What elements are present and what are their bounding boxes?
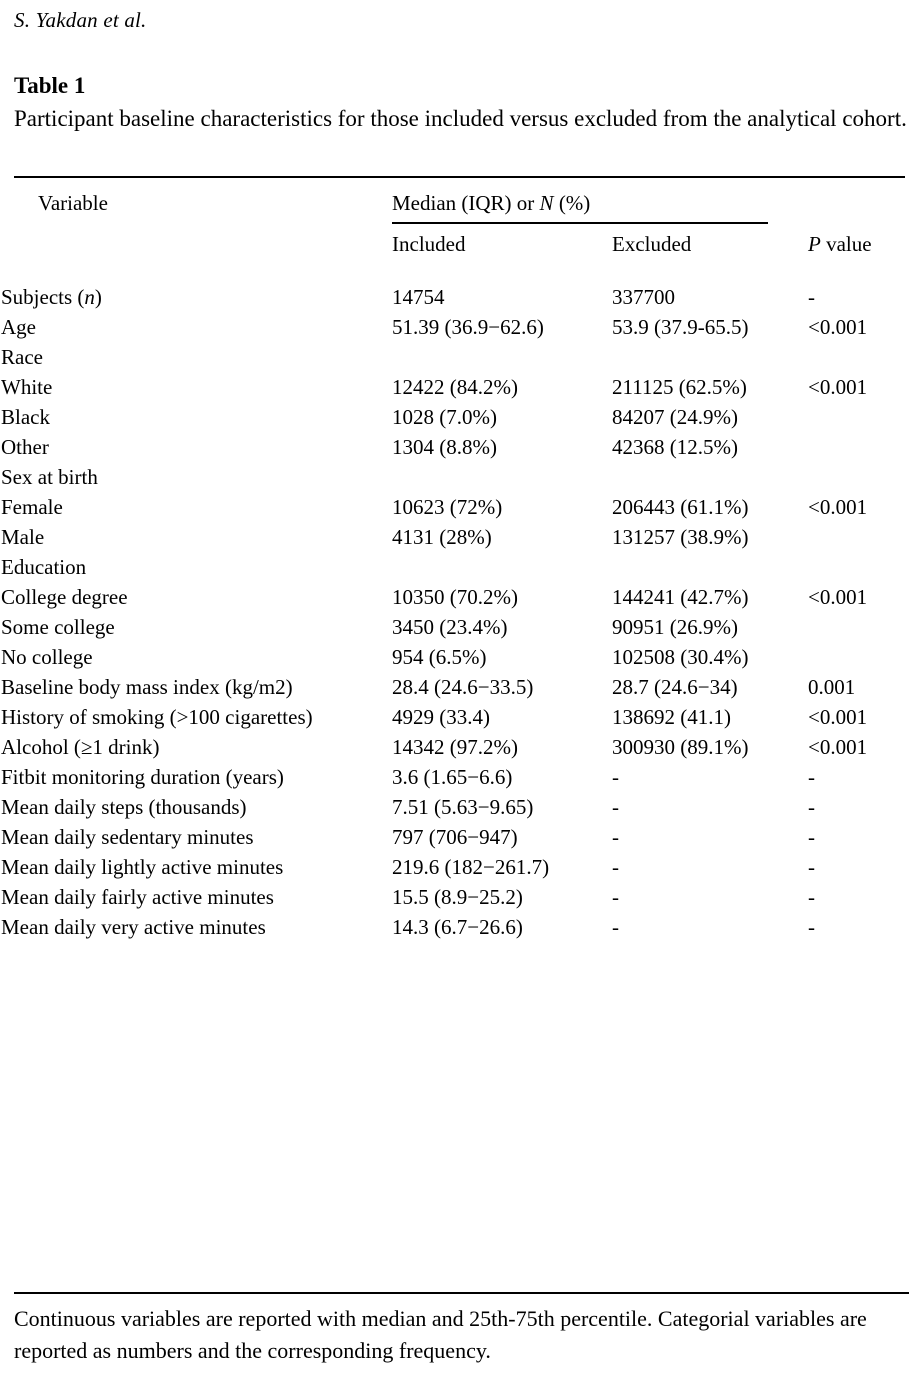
row-variable: College degree [1,585,128,609]
row-variable: Sex at birth [1,465,98,489]
table-row [14,312,905,342]
table-caption-block [14,72,909,135]
row-p-value: <0.001 [808,495,868,519]
row-excluded: 53.9 (37.9-65.5) [612,315,749,339]
row-included [392,462,612,492]
row-variable-italic: n [84,285,95,309]
table-row [14,732,905,762]
table-row [14,402,905,432]
header-excluded: Excluded [612,232,692,256]
table-row [14,372,905,402]
row-excluded: 131257 (38.9%) [612,525,749,549]
row-included [392,552,612,582]
row-excluded: 28.7 (24.6−34) [612,675,738,699]
row-excluded: 90951 (26.9%) [612,615,738,639]
header-span-median-iqr [392,178,808,232]
row-excluded: - [612,825,619,849]
row-p-value [808,342,905,372]
row-variable: Some college [1,615,115,639]
row-p-value: - [808,885,815,909]
table-1 [1,176,905,951]
header-variable: Variable [38,191,108,215]
row-p-value: <0.001 [808,585,868,609]
row-excluded: - [612,795,619,819]
row-excluded: 144241 (42.7%) [612,585,749,609]
table-caption-text: Participant baseline characteristics for those included versus excluded from the analytical cohort. [14,106,907,131]
row-p-value [808,462,905,492]
row-p-value: <0.001 [808,375,868,399]
row-p-value: - [808,765,815,789]
row-excluded: - [612,765,619,789]
row-included: 28.4 (24.6−33.5) [392,675,534,699]
row-p-value: 0.001 [808,675,856,699]
row-variable: Alcohol (≥1 drink) [1,735,160,759]
row-variable: Mean daily lightly active minutes [1,855,284,879]
row-variable: Mean daily sedentary minutes [1,825,254,849]
row-included: 12422 (84.2%) [392,375,518,399]
table-row [14,702,905,732]
table-row [14,342,905,372]
row-included: 14754 [392,285,445,309]
table-row [14,912,905,951]
table-row [14,822,905,852]
row-included [392,342,612,372]
table-footnote-block [14,1292,909,1367]
row-p-value: - [808,855,815,879]
table-row [14,271,905,312]
row-included: 10623 (72%) [392,495,503,519]
table-row [14,552,905,582]
table-row [14,432,905,462]
row-excluded: 84207 (24.9%) [612,405,738,429]
row-p-value [808,642,905,672]
row-p-value [808,432,905,462]
row-included: 51.39 (36.9−62.6) [392,315,544,339]
table-header [14,178,905,271]
row-p-value: <0.001 [808,705,868,729]
table-row [14,792,905,822]
row-excluded: 337700 [612,285,675,309]
row-included: 7.51 (5.63−9.65) [392,795,534,819]
row-variable: Subjects (n) [1,285,102,309]
table-row [14,882,905,912]
header-span-rule [392,222,768,224]
row-p-value: - [808,795,815,819]
row-p-value: - [808,825,815,849]
header-row-span [14,178,905,232]
row-excluded [612,342,808,372]
row-p-value [808,552,905,582]
row-excluded: 211125 (62.5%) [612,375,747,399]
row-p-value [808,402,905,432]
row-excluded: 138692 (41.1) [612,705,731,729]
running-head: S. Yakdan et al. [14,8,147,32]
table-row [14,762,905,792]
header-p-value: P value [808,232,872,256]
row-variable: Mean daily fairly active minutes [1,885,274,909]
table-row [14,852,905,882]
row-included: 10350 (70.2%) [392,585,518,609]
table-row [14,612,905,642]
table-body [1,271,905,951]
row-excluded: 300930 (89.1%) [612,735,749,759]
row-excluded: 42368 (12.5%) [612,435,738,459]
row-included: 4131 (28%) [392,525,492,549]
row-variable: Mean daily steps (thousands) [1,795,247,819]
row-p-value [808,612,905,642]
table-row [14,582,905,612]
header-span-label: Median (IQR) or N (%) [392,191,591,215]
row-included: 15.5 (8.9−25.2) [392,885,523,909]
header-included: Included [392,232,466,256]
table-row [14,642,905,672]
row-variable: Female [1,495,63,519]
row-p-value: - [808,285,815,309]
row-variable: Age [1,315,36,339]
row-excluded [612,552,808,582]
row-excluded: - [612,855,619,879]
row-variable: White [1,375,53,399]
row-excluded [612,462,808,492]
row-p-value [808,522,905,552]
table-row [14,522,905,552]
row-included: 14342 (97.2%) [392,735,518,759]
table-number-label: Table 1 [14,73,86,98]
table-row [14,462,905,492]
row-included: 4929 (33.4) [392,705,490,729]
row-p-value: - [808,915,815,939]
row-variable: Black [1,405,50,429]
row-variable: History of smoking (>100 cigarettes) [1,705,313,729]
row-variable: Mean daily very active minutes [1,915,266,939]
row-variable: Fitbit monitoring duration (years) [1,765,284,789]
row-included: 954 (6.5%) [392,645,487,669]
row-variable: Race [1,345,43,369]
row-variable: Education [1,555,87,579]
row-included: 3450 (23.4%) [392,615,508,639]
row-p-value: <0.001 [808,315,868,339]
row-included: 3.6 (1.65−6.6) [392,765,513,789]
row-included: 14.3 (6.7−26.6) [392,915,523,939]
row-variable: Baseline body mass index (kg/m2) [1,675,293,699]
row-included: 797 (706−947) [392,825,518,849]
row-variable: No college [1,645,93,669]
row-included: 1028 (7.0%) [392,405,497,429]
row-variable: Other [1,435,49,459]
row-excluded: 206443 (61.1%) [612,495,749,519]
row-p-value: <0.001 [808,735,868,759]
table-row [14,672,905,702]
row-variable: Male [1,525,45,549]
row-excluded: - [612,915,619,939]
header-span-italic-n: N [539,191,554,215]
characteristics-table [1,178,905,951]
row-excluded: 102508 (30.4%) [612,645,749,669]
table-footnote: Continuous variables are reported with median and 25th-75th percentile. Categorial variables are reported as numbers and the corresponding frequency. [14,1306,867,1363]
header-p-italic: P [808,232,821,256]
table-row [14,492,905,522]
row-included: 1304 (8.8%) [392,435,497,459]
row-excluded: - [612,885,619,909]
row-included: 219.6 (182−261.7) [392,855,550,879]
